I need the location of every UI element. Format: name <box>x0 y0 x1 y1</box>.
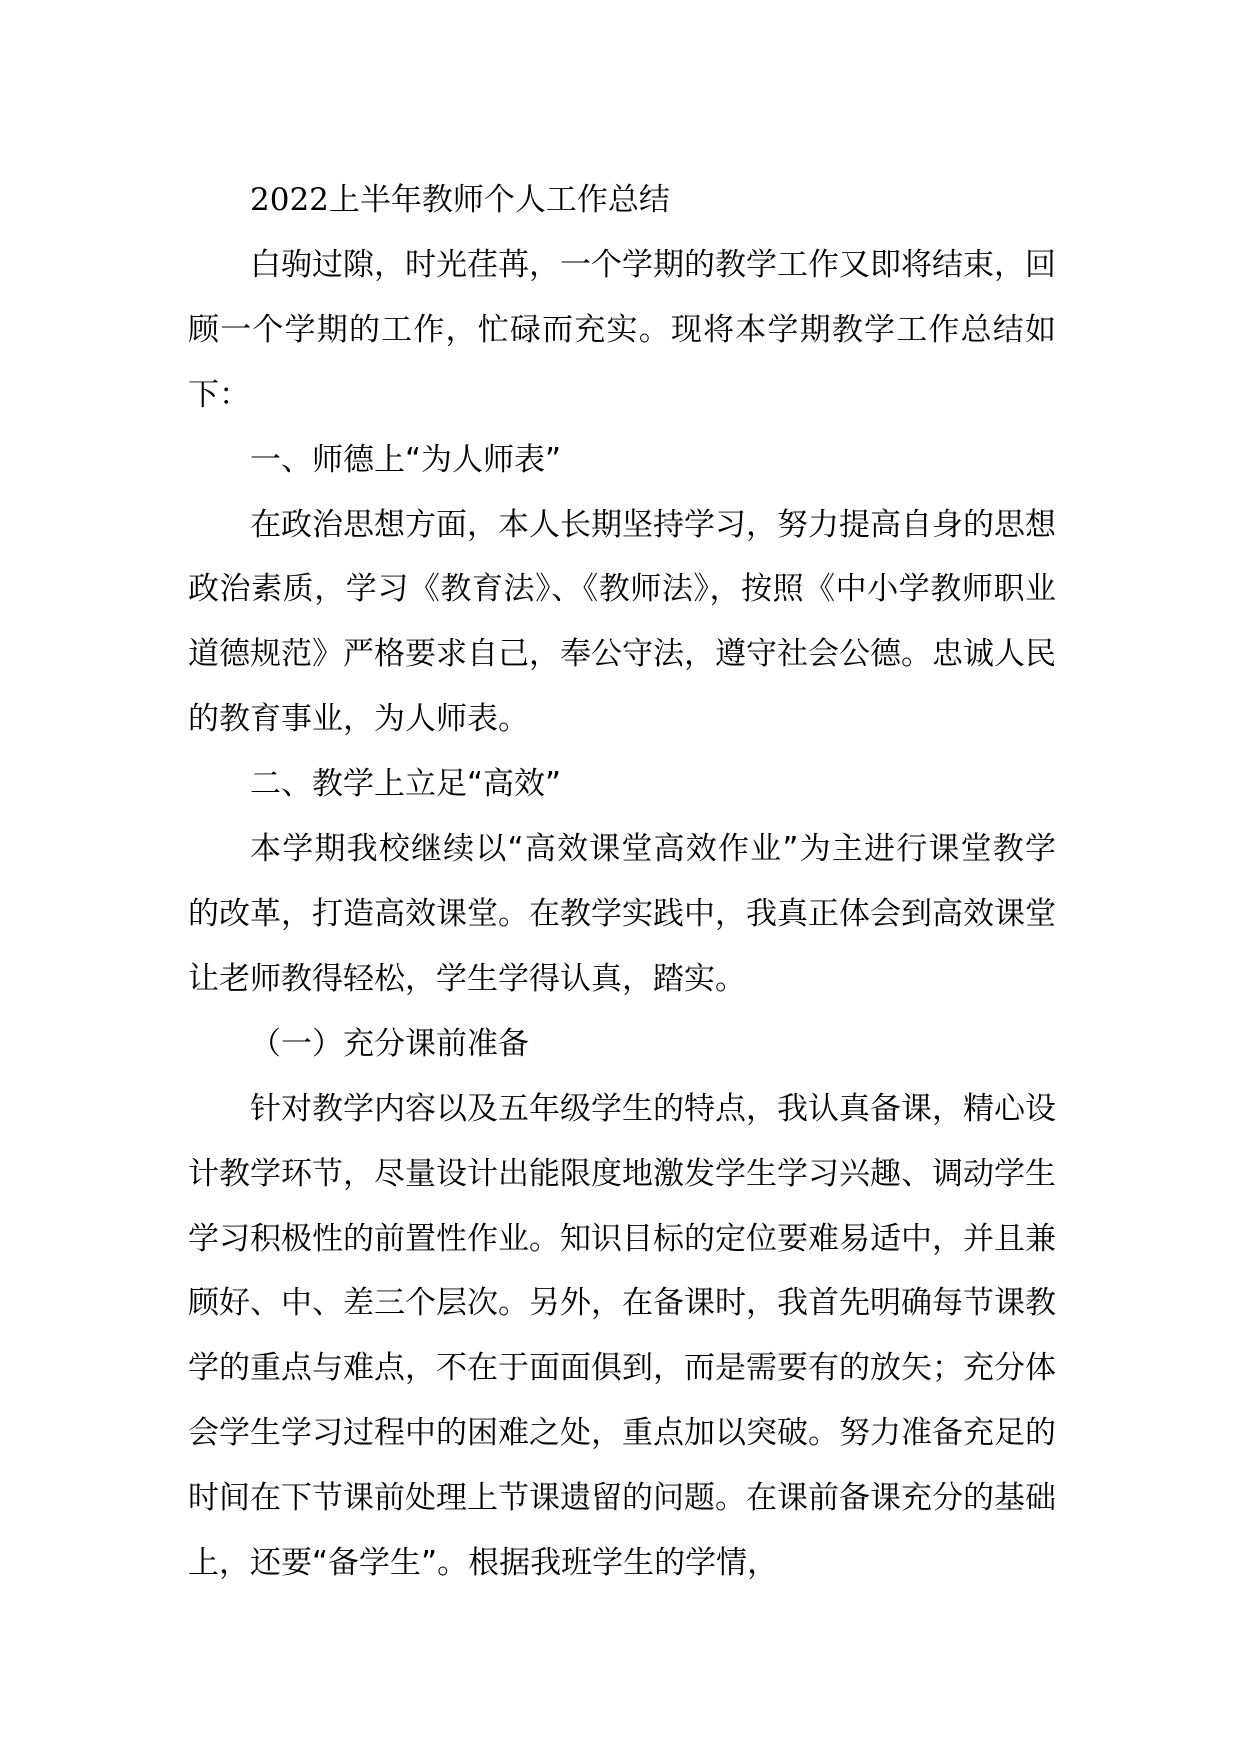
section-heading-ethics: 一、师德上“为人师表” <box>250 441 562 478</box>
document-title: 2022上半年教师个人工作总结 <box>250 182 670 218</box>
preparation-paragraph: 针对教学内容以及五年级学生的特点，我认真备课，精心设计教学环节，尽量设计出能限度地激发学生学习兴趣、调动学生学习积极性的前置性作业。知识目标的定位要难易适中，并且兼顾好、中、差三个层次。另外，在备课时，我首先明确每节课教学的重点与难点，不在于面面俱到，而是需要有的放矢；充分体会学生学习过程中的困难之处，重点加以突破。努力准备充足的时间在下节课前处理上节课遗留的问题。在课前备课充分的基础上，还要“备学生”。根据我班学生的学情， <box>188 1090 1056 1582</box>
document-body <box>188 168 1056 1596</box>
ethics-paragraph: 在政治思想方面，本人长期坚持学习，努力提高自身的思想政治素质，学习《教育法》、《教师法》，按照《中小学教师职业道德规范》严格要求自己，奉公守法，遵守社会公德。忠诚人民的教育事业，为人师表。 <box>188 506 1056 738</box>
subsection-heading-preparation: （一）充分课前准备 <box>250 1025 529 1062</box>
intro-paragraph: 白驹过隙，时光荏苒，一个学期的教学工作又即将结束，回顾一个学期的工作，忙碌而充实。现将本学期教学工作总结如下： <box>188 246 1056 413</box>
section-heading-teaching: 二、教学上立足“高效” <box>250 766 562 803</box>
teaching-paragraph: 本学期我校继续以“高效课堂高效作业”为主进行课堂教学的改革，打造高效课堂。在教学实践中，我真正体会到高效课堂让老师教得轻松，学生学得认真，踏实。 <box>188 831 1056 997</box>
